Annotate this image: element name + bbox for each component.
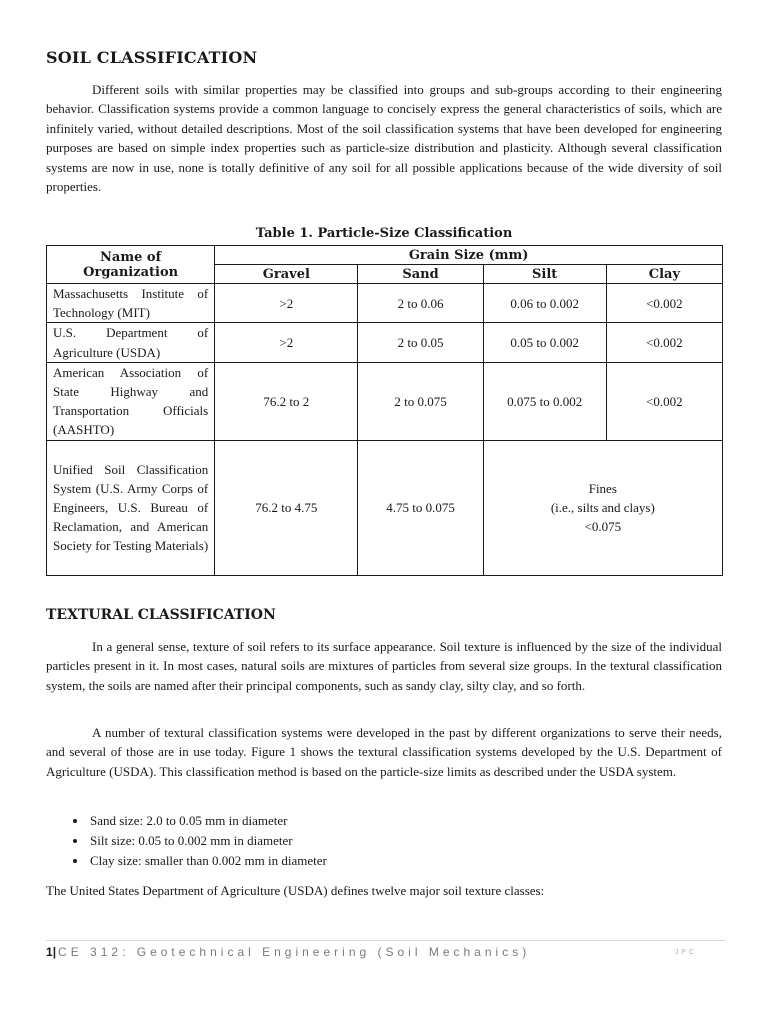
closing-sentence: The United States Department of Agriculture (USDA) defines twelve major soil texture classes: [46, 883, 545, 898]
page-number: 1 [46, 945, 53, 959]
page-footer [46, 945, 725, 959]
particle-size-table [46, 245, 723, 576]
page-title: SOIL CLASSIFICATION [46, 48, 258, 67]
org-cell: American Association of State Highway and Transportation Officials (AASHTO) [47, 362, 215, 440]
fines-label: Fines [588, 480, 617, 496]
gravel-cell: >2 [215, 323, 358, 362]
org-cell: Unified Soil Classification System (U.S. Army Corps of Engineers, U.S. Bureau of Reclamation, and American Society for Testing Materials) [47, 440, 215, 575]
table-row [47, 323, 723, 362]
silt-cell: 0.06 to 0.002 [483, 284, 606, 323]
gravel-cell: 76.2 to 2 [215, 362, 358, 440]
header-organization: Name of Organization [47, 246, 215, 284]
silt-cell: 0.05 to 0.002 [483, 323, 606, 362]
table-row [47, 362, 723, 440]
fines-size: <0.075 [584, 519, 622, 535]
sand-cell: 4.75 to 0.075 [358, 440, 483, 575]
header-silt: Silt [483, 265, 606, 284]
table-row [47, 440, 723, 575]
course-title: CE 312: Geotechnical Engineering (Soil Mechanics) [58, 945, 531, 959]
footer-divider [46, 940, 725, 941]
intro-paragraph: Different soils with similar properties may be classified into groups and sub-groups according to their engineering behavior. Classification systems provide a common language to concisely express the general characteristics of soils, which are infinitely varied, without detailed descriptions. Most of the soil classification systems that have been developed for engineering purposes are based on simple index properties such as particle-size distribution and plasticity. Although several classification systems are now in use, none is totally definitive of any soil for all possible applications because of the wide diversity of soil properties. [46, 82, 722, 195]
gravel-cell: >2 [215, 284, 358, 323]
texture-paragraph-2: A number of textural classification systems were developed in the past by different organizations to serve their needs, and several of those are in use today. Figure 1 shows the textural classification systems developed by the U.S. Department of Agriculture (USDA). This classification method is based on the particle-size limits as described under the USDA system. [46, 725, 722, 779]
clay-cell: <0.002 [606, 284, 722, 323]
silt-cell: 0.075 to 0.002 [483, 362, 606, 440]
fines-cell [483, 440, 722, 575]
list-item: • Sand size: 2.0 to 0.05 mm in diameter [88, 811, 327, 831]
clay-cell: <0.002 [606, 362, 722, 440]
gravel-cell: 76.2 to 4.75 [215, 440, 358, 575]
sand-cell: 2 to 0.075 [358, 362, 483, 440]
sand-cell: 2 to 0.05 [358, 323, 483, 362]
texture-paragraph-1: In a general sense, texture of soil refers to its surface appearance. Soil texture is influenced by the size of the individual particles present in it. In most cases, natural soils are mixtures of particles from several size groups. In the textural classification system, the soils are named after their principal components, such as sandy clay, silty clay, and so forth. [46, 639, 722, 693]
header-gravel: Gravel [215, 265, 358, 284]
fines-description: (i.e., silts and clays) [550, 500, 655, 516]
clay-cell: <0.002 [606, 323, 722, 362]
author-initials: JPC [674, 949, 697, 956]
header-sand: Sand [358, 265, 483, 284]
header-grain-size: Grain Size (mm) [215, 246, 723, 265]
size-bullet-list [46, 811, 327, 871]
section-heading-textural: TEXTURAL CLASSIFICATION [46, 607, 276, 623]
table-row [47, 284, 723, 323]
list-item: • Silt size: 0.05 to 0.002 mm in diameter [88, 831, 327, 851]
org-cell: U.S. Department of Agriculture (USDA) [47, 323, 215, 362]
org-cell: Massachusetts Institute of Technology (MIT) [47, 284, 215, 323]
header-clay: Clay [606, 265, 722, 284]
table-caption: Table 1. Particle-Size Classification [255, 226, 513, 241]
list-item: • Clay size: smaller than 0.002 mm in diameter [88, 851, 327, 871]
footer-separator: | [52, 945, 57, 959]
sand-cell: 2 to 0.06 [358, 284, 483, 323]
